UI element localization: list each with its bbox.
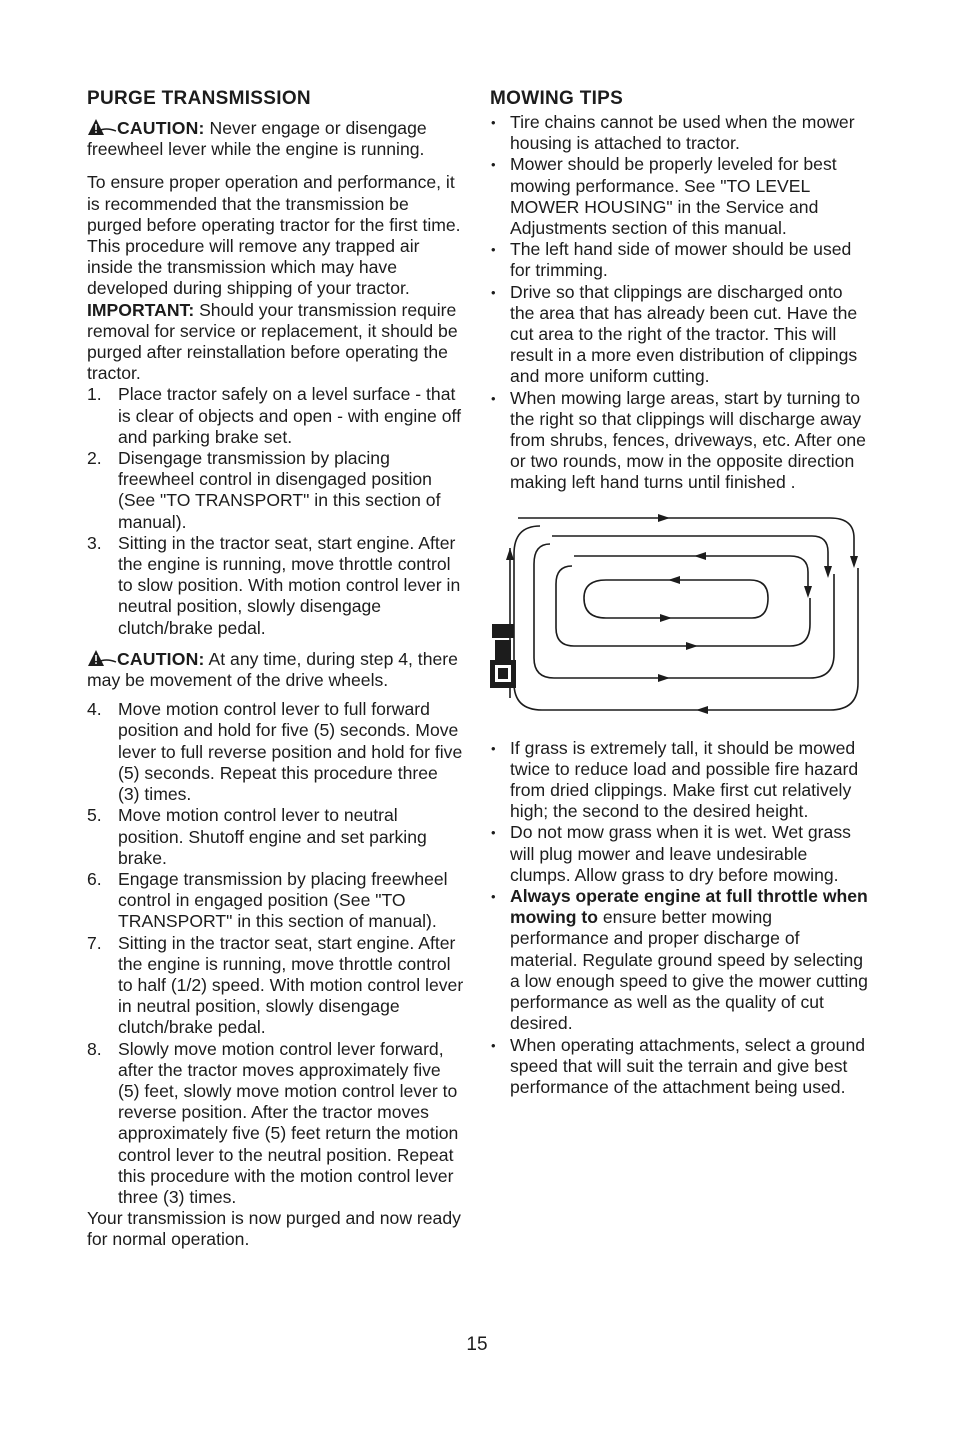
tip-item [490, 738, 868, 823]
tips-list-1 [490, 112, 868, 494]
step-text: Place tractor safely on a level surface - that is clear of objects and open - with engine off and parking brake set. [118, 384, 461, 447]
bullet-dot-icon: • [491, 284, 496, 300]
tip-text: Drive so that clippings are discharged onto the area that has already been cut. Have the cut area to the right of the tractor. This will result in a more even distribution of clippings and more uniform cutting. [510, 281, 858, 387]
tip-text: Tire chains cannot be used when the mower housing is attached to tractor. [510, 112, 855, 154]
step-text: Slowly move motion control lever forward, after the tractor moves approximately five (5) feet, slowly move motion control lever to reverse position. After the tractor moves approximately five (5) feet return the motion control lever to the neutral position. Repeat this procedure with the motion control lever three (3) times. [118, 1038, 459, 1207]
tractor-icon [490, 624, 516, 688]
step-text: Move motion control lever to neutral position. Shutoff engine and set parking brake. [118, 805, 427, 868]
bullet-dot-icon: • [491, 1037, 496, 1053]
step-item [87, 805, 464, 869]
tip-item [490, 112, 868, 154]
step-item [87, 869, 464, 933]
bullet-dot-icon: • [491, 889, 496, 905]
bullet-dot-icon: • [491, 390, 496, 406]
tip-item [490, 1035, 868, 1099]
section-heading-purge: PURGE TRANSMISSION [87, 88, 311, 109]
tip-text: Mower should be properly leveled for best mowing performance. See "TO LEVEL MOWER HOUSING" in the Service and Adjustments section of this manual. [510, 154, 837, 239]
step-item [87, 933, 464, 1039]
tip-item [490, 388, 868, 494]
caution-label: CAUTION: [117, 118, 205, 138]
important-paragraph [87, 300, 464, 385]
warning-triangle-icon [87, 118, 117, 136]
step-number: 4. [87, 699, 102, 720]
tip-item [490, 239, 868, 281]
step-item [87, 448, 464, 533]
caution-paragraph-1 [87, 118, 464, 160]
bullet-dot-icon: • [491, 157, 496, 173]
step-number: 5. [87, 805, 102, 826]
warning-triangle-icon [87, 649, 117, 667]
step-text: Disengage transmission by placing freewheel control in disengaged position (See "TO TRANSPORT" in this section of manual). [118, 448, 441, 532]
important-text: Should your transmission require removal for service or replacement, it should be purged after reinstallation before operating the tractor. [87, 299, 458, 384]
step-item [87, 699, 464, 805]
tip-text: ensure better mowing performance and proper discharge of material. Regulate ground speed by selecting a low enough speed to give the mower cutting performance as well as the quality of cut desired. [510, 907, 868, 1034]
tip-item [490, 282, 868, 388]
intro-paragraph: To ensure proper operation and performance, it is recommended that the transmission be purged before operating tractor for the first time. This procedure will remove any trapped air inside the transmission which may have developed during shipping of your tractor. [87, 172, 461, 299]
tip-bold-text: Always operate engine at full throttle when mowing to [510, 886, 868, 928]
steps-list-2 [87, 699, 464, 1208]
step-item [87, 384, 464, 448]
step-text: Engage transmission by placing freewheel control in engaged position (See "TO TRANSPORT" in this section of manual). [118, 868, 448, 932]
left-column [87, 86, 464, 1251]
step-number: 7. [87, 932, 102, 953]
caution-text: At any time, during step 4, there may be movement of the drive wheels. [87, 648, 458, 691]
tip-text: The left hand side of mower should be used for trimming. [510, 239, 852, 281]
tip-text: If grass is extremely tall, it should be mowed twice to reduce load and possible fire hazard from dried clippings. Make first cut relatively high; the second to the desired height. [510, 737, 859, 822]
page-number: 15 [466, 1334, 488, 1355]
step-item [87, 533, 464, 639]
caution-text: Never engage or disengage freewheel lever while the engine is running. [87, 118, 427, 160]
bullet-dot-icon: • [491, 825, 496, 841]
bullet-dot-icon: • [491, 740, 496, 756]
step-text: Sitting in the tractor seat, start engine. After the engine is running, move throttle control to half (1/2) speed. With motion control lever in neutral position, slowly disengage clutch/brake pedal. [118, 932, 464, 1038]
tip-item [490, 822, 868, 886]
step-item [87, 1039, 464, 1209]
mowing-pattern-diagram [490, 508, 865, 726]
step-text: Move motion control lever to full forward position and hold for five (5) seconds. Move lever to full reverse position and hold for five (5) seconds. Repeat this procedure three (3) times. [118, 699, 463, 805]
step-number: 3. [87, 532, 102, 553]
tip-text: When operating attachments, select a ground speed that will suit the terrain and give best performance of the attachment being used. [510, 1034, 866, 1097]
important-label: IMPORTANT: [87, 299, 195, 320]
caution-paragraph-2 [87, 649, 464, 691]
tip-text: Do not mow grass when it is wet. Wet grass will plug mower and leave undesirable clumps. Allow grass to dry before mowing. [510, 822, 851, 885]
steps-list-1 [87, 384, 464, 638]
step-number: 6. [87, 868, 102, 889]
tip-text: When mowing large areas, start by turning to the right so that clippings will discharge away from shrubs, fences, driveways, etc. After one or two rounds, mow in the opposite direction making left hand turns until finished . [510, 387, 866, 493]
step-number: 2. [87, 448, 102, 469]
closing-paragraph: Your transmission is now purged and now ready for normal operation. [87, 1208, 461, 1250]
bullet-dot-icon: • [491, 242, 496, 258]
section-heading-mowing: MOWING TIPS [490, 88, 624, 109]
step-text: Sitting in the tractor seat, start engine. After the engine is running, move throttle control to slow position. With motion control lever in neutral position, slowly disengage clutch/brake pedal. [118, 532, 461, 638]
right-column [490, 86, 868, 1098]
step-number: 8. [87, 1038, 102, 1059]
tips-list-2 [490, 738, 868, 1098]
tip-item [490, 886, 868, 1034]
caution-label: CAUTION: [117, 648, 205, 669]
step-number: 1. [87, 384, 102, 405]
tip-item [490, 154, 868, 239]
bullet-dot-icon: • [491, 115, 496, 130]
